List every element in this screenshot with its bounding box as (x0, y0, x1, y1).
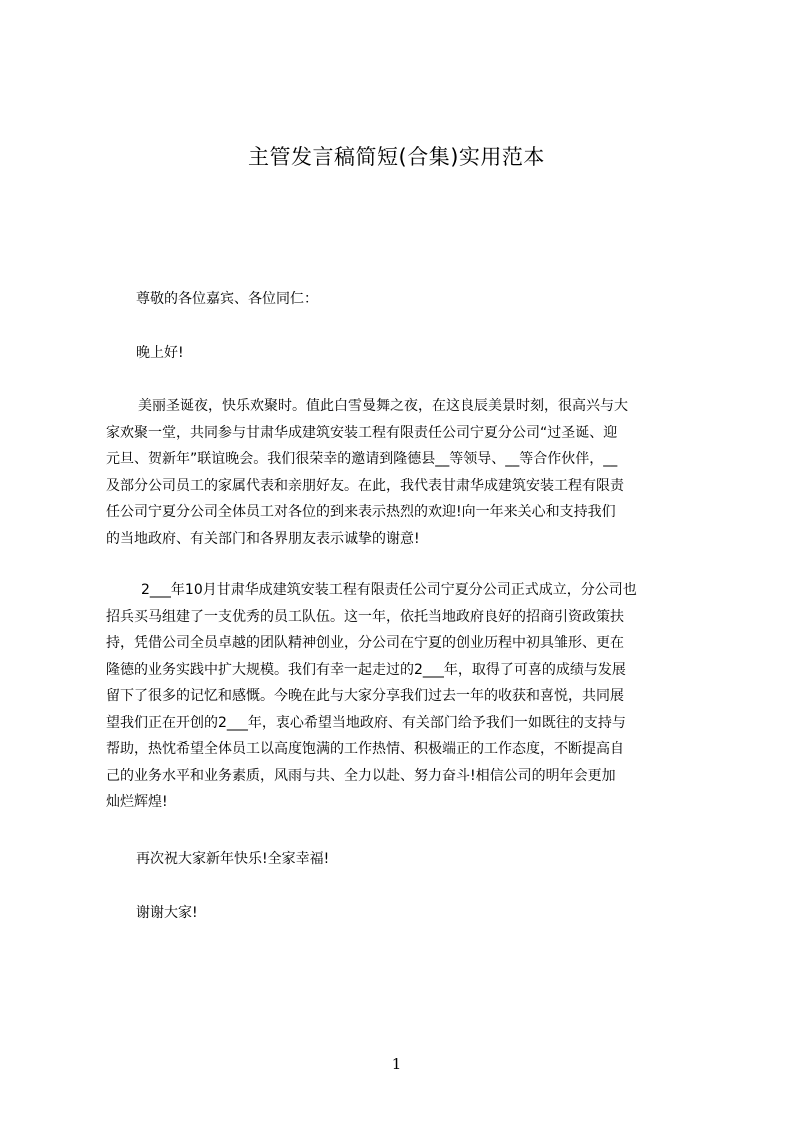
paragraph-line: 及部分公司员工的家属代表和亲朋好友。在此，我代表甘肃华成建筑安装工程有限责 (106, 477, 624, 494)
paragraph-welcome (106, 393, 698, 552)
paragraph-line: 家欢聚一堂，共同参与甘肃华成建筑安装工程有限责任公司宁夏分公司“过圣诞、迎 (106, 424, 618, 441)
paragraph-line: 帮助，热忱希望全体员工以高度饱满的工作热情、积极端正的工作态度，不断提高自 (106, 741, 624, 757)
paragraph-line: 美丽圣诞夜，快乐欢聚时。值此白雪曼舞之夜，在这良辰美景时刻，很高兴与大 (138, 398, 628, 414)
paragraph-line: 元旦、贺新年”联谊晚会。我们很荣幸的邀请到隆德县__等领导、__等合作伙伴，__ (106, 451, 618, 467)
paragraph-line: 的当地政府、有关部门和各界朋友表示诚挚的谢意! (106, 530, 420, 547)
paragraph-line: 己的业务水平和业务素质，风雨与共、全力以赴、努力奋斗!相信公司的明年会更加 (106, 767, 616, 784)
paragraph-line: 望我们正在开创的2___年，衷心希望当地政府、有关部门给予我们一如既往的支持与 (106, 714, 626, 731)
closing-wish: 再次祝大家新年快乐!全家幸福! (136, 851, 330, 867)
paragraph-line: 招兵买马组建了一支优秀的员工队伍。这一年，依托当地政府良好的招商引资政策扶 (106, 608, 624, 625)
page-number: 1 (391, 1055, 402, 1073)
paragraph-line: 隆德的业务实践中扩大规模。我们有幸一起走过的2___年，取得了可喜的成绩与发展 (106, 661, 626, 678)
paragraph-line: 任公司宁夏分公司全体员工对各位的到来表示热烈的欢迎!向一年来关心和支持我们 (106, 504, 616, 520)
greeting: 晚上好! (136, 345, 184, 361)
paragraph-line: 灿烂辉煌! (106, 794, 168, 810)
document-title: 主管发言稿简短(合集)实用范本 (248, 145, 545, 169)
salutation: 尊敬的各位嘉宾、各位同仁： (136, 291, 318, 307)
paragraph-line: 2___年10月甘肃华成建筑安装工程有限责任公司宁夏分公司正式成立，分公司也 (141, 582, 637, 598)
paragraph-review (106, 577, 698, 816)
paragraph-line: 留下了很多的记忆和感慨。今晚在此与大家分享我们过去一年的收获和喜悦，共同展 (106, 688, 624, 704)
paragraph-line: 持，凭借公司全员卓越的团队精神创业，分公司在宁夏的创业历程中初具雏形、更在 (106, 635, 624, 651)
closing-thanks: 谢谢大家! (136, 905, 198, 921)
